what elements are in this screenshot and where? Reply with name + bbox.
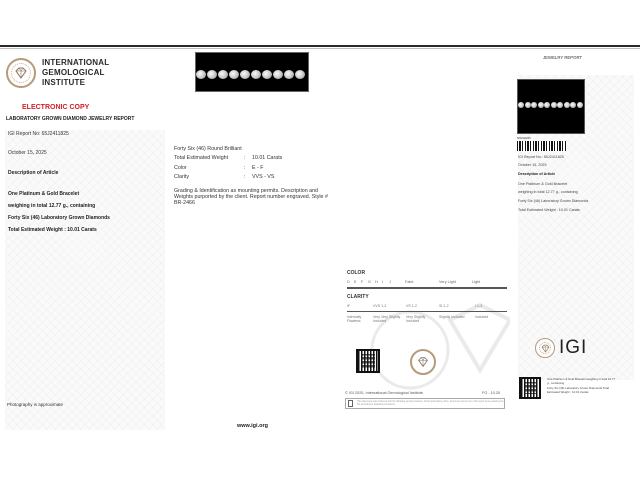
spec-row: Total Estimated Weight : 10.01 Carats (174, 155, 283, 162)
description-heading: Description of Article (518, 172, 556, 176)
color-scale-title: COLOR (347, 270, 366, 276)
jewelry-photo (195, 52, 309, 92)
jewelry-photo-small (517, 79, 585, 134)
clarity-descriptions: Internally Flawless Very Very Slightly Included Very Slightly Included Slightly Included Included (347, 314, 489, 323)
form-code: FO - 10.20 (482, 391, 501, 395)
barcode (517, 141, 567, 151)
description-line: One Platinum & Gold Bracelet (8, 191, 80, 197)
disclaimer-box (345, 398, 505, 409)
divider (347, 311, 507, 312)
spec-row: Color : E - F (174, 164, 264, 171)
copyright: © IGI 2020, International Gemological Institute (345, 391, 423, 395)
igi-logo (535, 337, 587, 359)
stone-description: Forty Six (46) Round Brilliant (174, 145, 242, 152)
igi-logo-header (6, 58, 109, 88)
report-date: October 15, 2025 (518, 163, 547, 167)
disclaimer-text: This document was produced with the following security features. Verify authenticity online. All stones referred to in this report were examined by IGI according to standard procedures. (357, 400, 504, 406)
report-date: October 15, 2025 (8, 150, 47, 156)
barcode-number: 65J2411825 (517, 137, 531, 140)
spec-row: Clarity : VVS - VS (174, 174, 275, 181)
top-rule (0, 45, 640, 47)
description-line: weighing in total 12.77 g., containing (8, 203, 96, 209)
electronic-copy-label: ELECTRONIC COPY (22, 104, 90, 111)
photo-note: Photography is approximate (7, 402, 64, 407)
description-line: One Platinum & Gold Bracelet (518, 182, 568, 186)
report-number: IGI Report No.: 65J2411825 (518, 155, 564, 159)
description-line: Total Estimated Weight : 10.01 Carats (8, 227, 97, 233)
clarity-scale: IF VVS 1-2 VS 1-2 SI 1-2 I 1-3 (347, 303, 483, 308)
description-line: Forty Six (46) Laboratory Grown Diamonds (518, 199, 589, 203)
color-scale: D E F G H I J Faint Very Light Light (347, 280, 481, 284)
top-rule-thin (0, 48, 640, 49)
qr-code[interactable] (356, 349, 380, 373)
description-line: weighing in total 12.77 g., containing (518, 190, 578, 194)
igi-logo-text: IGI (559, 337, 588, 358)
igi-seal-icon (410, 349, 436, 375)
qr-summary: One Platinum & Gold Bracelet weighing in total 12.77 g., containing Forty Six (46) Laboratory Grown Diamonds Total Estimated Weight : 10.01 Carats (547, 377, 616, 394)
org-name: INTERNATIONAL GEMOLOGICAL INSTITUTE (42, 58, 110, 87)
grading-note: Grading & Identification as mounting permits. Description and Weights purported by the client. Report number engraved. Style # BR-2466 (174, 188, 328, 206)
left-panel (0, 50, 170, 410)
bracelet-image (196, 70, 309, 79)
description-line: Forty Six (46) Laboratory Grown Diamonds (8, 215, 110, 221)
description-heading: Description of Article (8, 170, 59, 176)
website-link[interactable]: www.igi.org (237, 423, 268, 429)
stone-details (174, 144, 334, 206)
clarity-scale-title: CLARITY (347, 293, 369, 300)
document-icon (348, 400, 353, 407)
qr-code[interactable] (519, 377, 541, 399)
report-type-title: LABORATORY GROWN DIAMOND JEWELRY REPORT (6, 116, 135, 122)
description-line: Total Estimated Weight : 10.01 Carats (518, 208, 580, 212)
bracelet-image (518, 102, 583, 108)
grading-scale (347, 270, 507, 324)
report-number: IGI Report No: 65J2411825 (8, 131, 69, 137)
divider (347, 287, 507, 289)
jewelry-report-label: JEWELRY REPORT (543, 55, 583, 60)
igi-seal-icon (6, 58, 36, 88)
igi-seal-icon (535, 338, 555, 358)
